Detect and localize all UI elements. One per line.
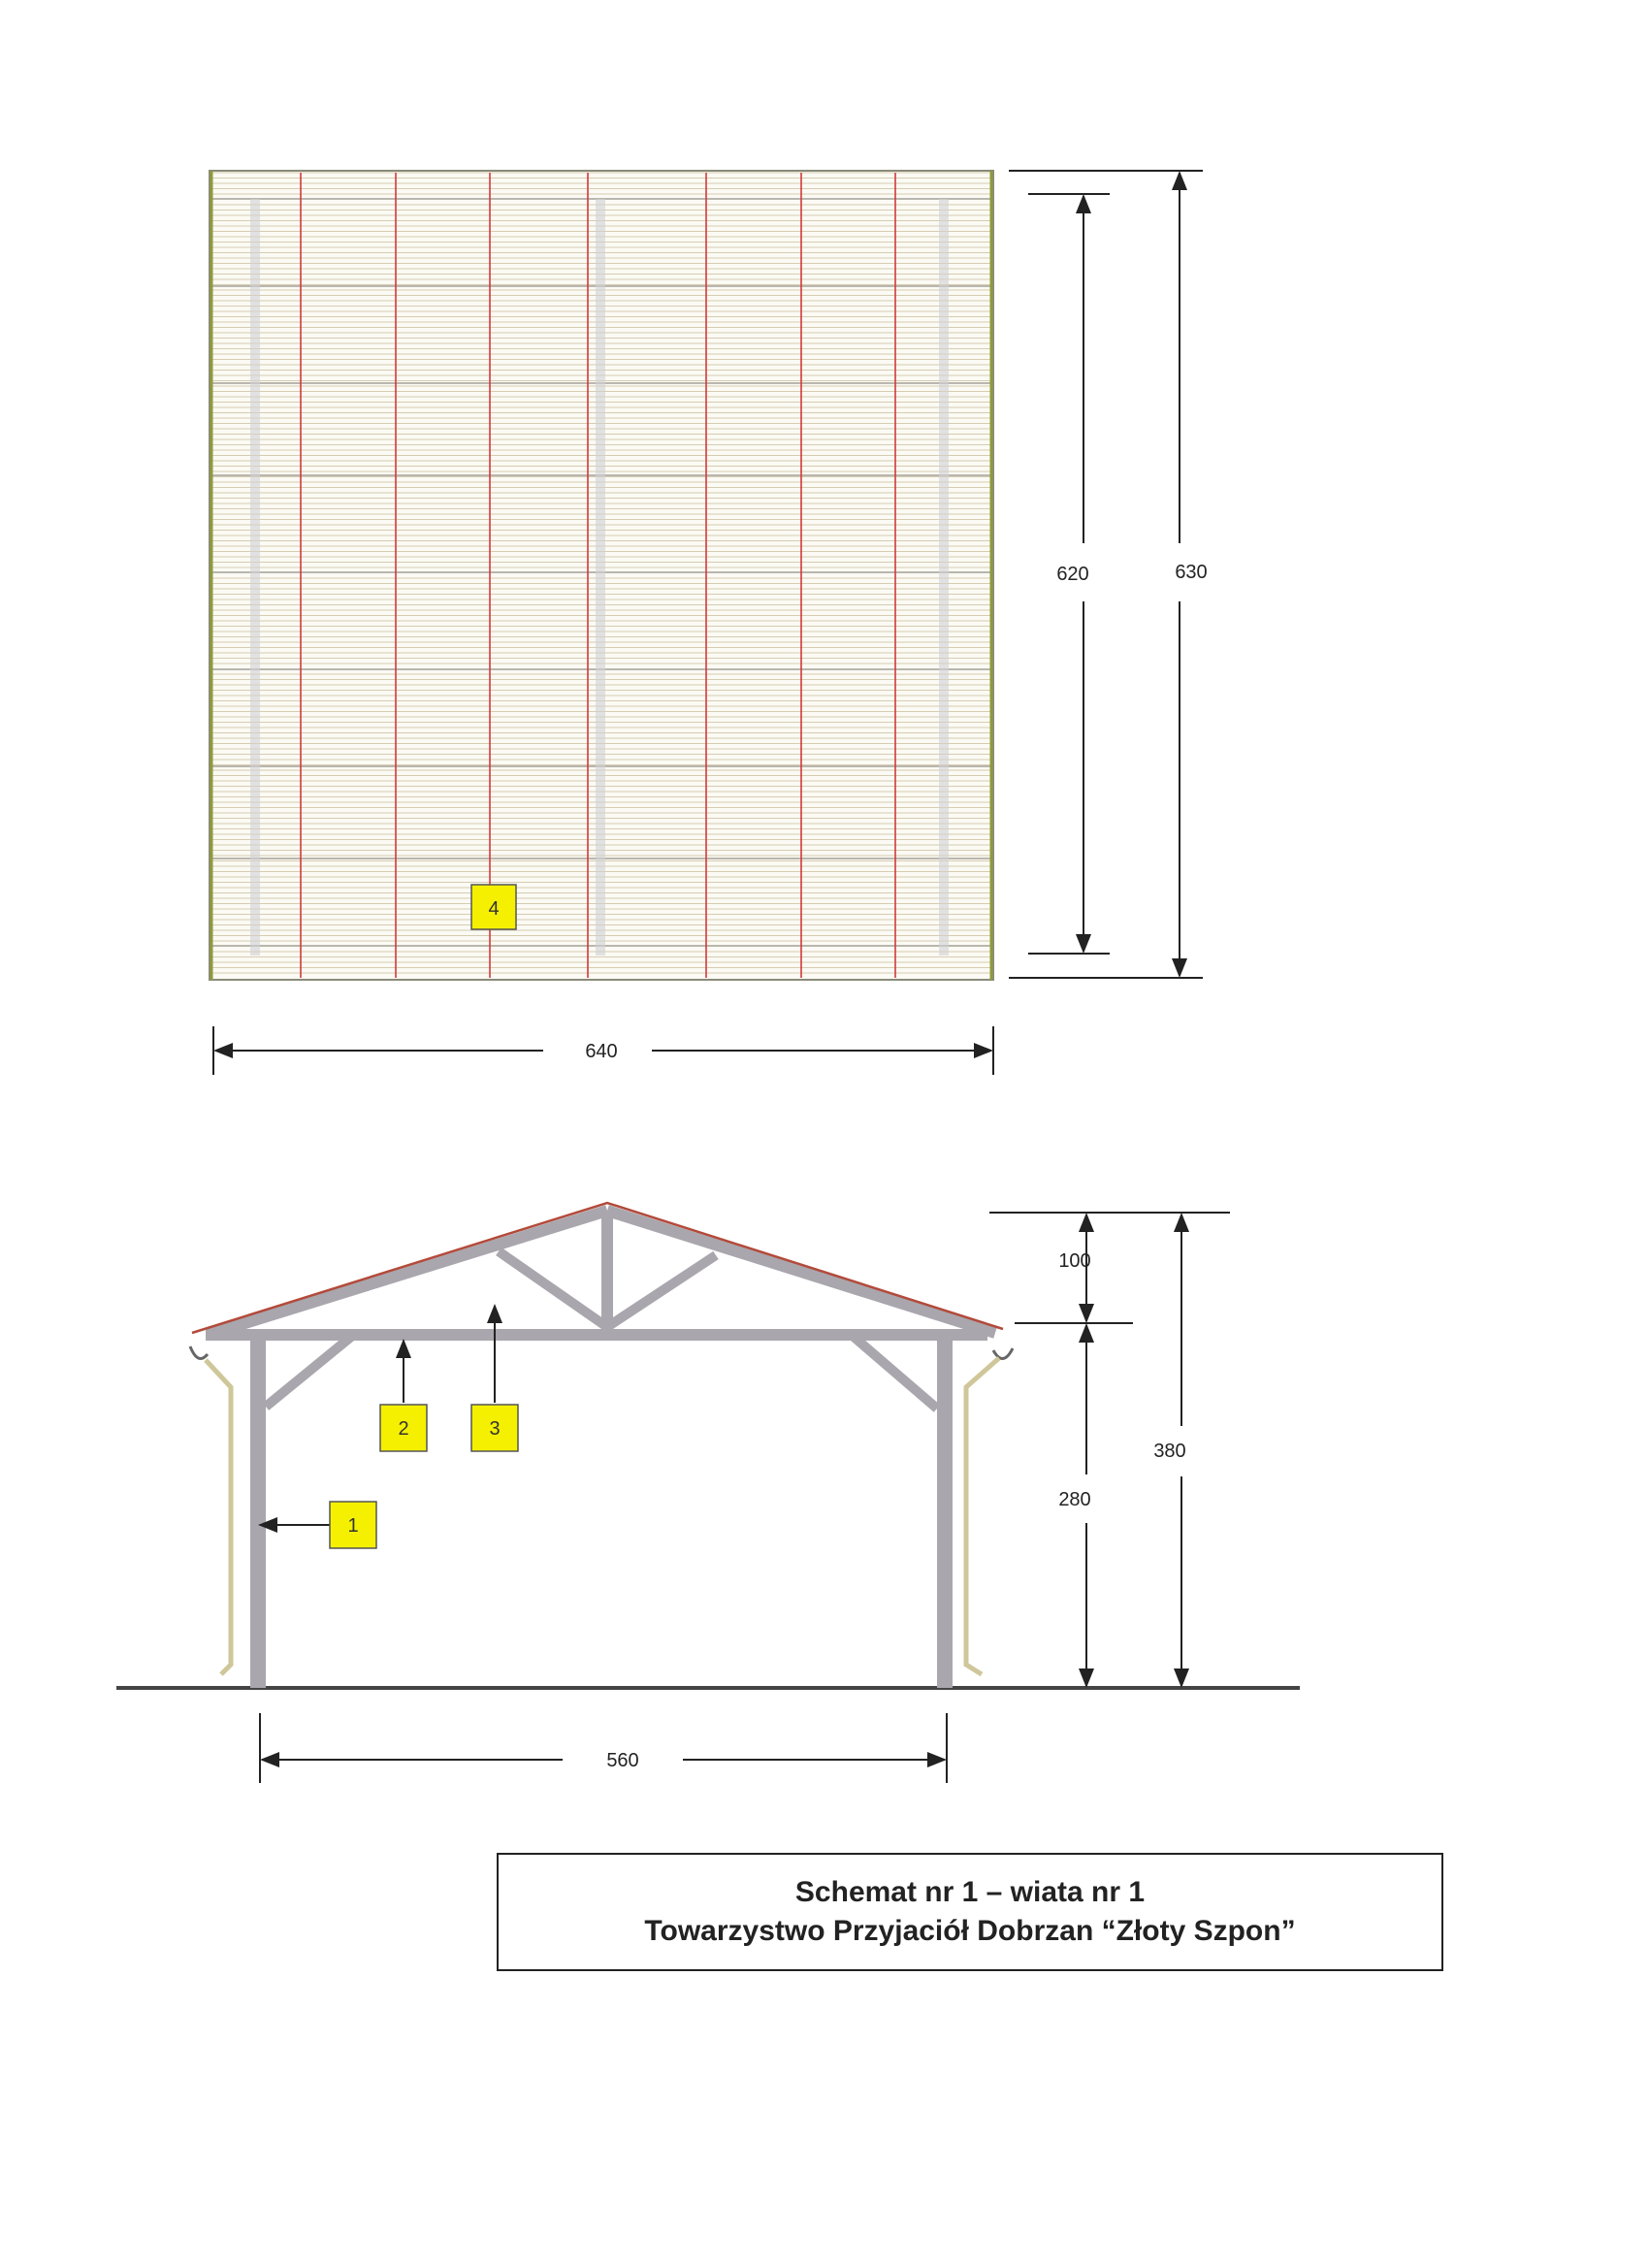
total-height-label: 380: [1153, 1441, 1186, 1462]
callout-label-3: 3: [489, 1418, 501, 1440]
plan-outer-depth-label: 630: [1175, 562, 1208, 583]
purlin-right: [939, 199, 949, 956]
gutter-right: [993, 1348, 1013, 1359]
title-block: [497, 1853, 1443, 1971]
plan-width-label: 640: [585, 1041, 618, 1062]
roof-covering: [192, 1203, 1003, 1333]
strut-left: [499, 1251, 607, 1327]
plan-depth-dimensions: [1009, 171, 1208, 978]
front-elevation: [116, 1203, 1300, 1688]
rafter-right: [607, 1211, 995, 1333]
span-label: 560: [606, 1750, 639, 1771]
downpipe-right: [966, 1358, 999, 1674]
elevation-height-dimensions: [989, 1213, 1230, 1686]
roof-plan-view: [210, 171, 993, 980]
purlin-center: [596, 199, 605, 956]
rafter-left: [208, 1211, 607, 1335]
plan-width-dimension: [213, 1026, 993, 1075]
title-line-1: Schemat nr 1 – wiata nr 1: [794, 1876, 1146, 1908]
tie-beam: [206, 1329, 987, 1341]
strut-right: [607, 1255, 716, 1327]
callout-label-2: 2: [398, 1418, 409, 1440]
post-right: [937, 1337, 953, 1688]
purlin-left: [250, 199, 260, 956]
plan-inner-depth-label: 620: [1056, 564, 1089, 585]
king-post: [601, 1213, 613, 1333]
ridge-height-label: 100: [1058, 1250, 1091, 1272]
post-left: [250, 1337, 266, 1688]
brace-left: [266, 1337, 351, 1407]
downpipe-left: [206, 1360, 231, 1674]
callout-label-1: 1: [347, 1515, 359, 1537]
callout-label-4: 4: [488, 898, 500, 920]
gutter-left: [190, 1346, 208, 1359]
brace-right: [854, 1337, 937, 1409]
elevation-span-dimension: [260, 1713, 947, 1783]
wall-height-label: 280: [1058, 1489, 1091, 1510]
title-line-2: Towarzystwo Przyjaciół Dobrzan “Złoty Szpon”: [644, 1915, 1296, 1947]
